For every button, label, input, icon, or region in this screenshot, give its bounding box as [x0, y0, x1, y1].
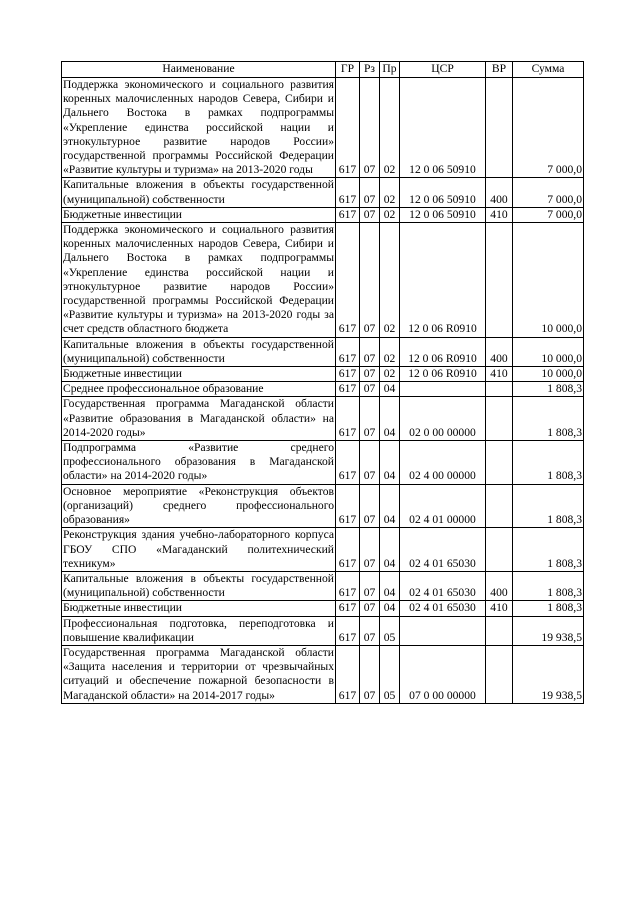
cell-vr: 410: [486, 207, 513, 222]
cell-rz: 07: [360, 337, 380, 366]
cell-name: Основное мероприятие «Реконструкция объектов (организаций) среднего профессионального образования»: [63, 484, 334, 527]
cell-rz: 07: [360, 601, 380, 616]
cell-csr: 02 4 01 65030: [400, 601, 486, 616]
cell-gr: 617: [336, 178, 360, 207]
cell-sum: 7 000,0: [513, 207, 584, 222]
cell-gr: 617: [336, 78, 360, 178]
cell-rz: 07: [360, 441, 380, 485]
header-gr: ГР: [336, 62, 360, 78]
table-row: [62, 207, 584, 222]
cell-vr: 410: [486, 367, 513, 382]
cell-name: Капитальные вложения в объекты государственной (муниципальной) собственности: [63, 571, 334, 600]
table-row: [62, 382, 584, 397]
cell-vr: [486, 382, 513, 397]
cell-rz: 07: [360, 528, 380, 572]
header-rz: Рз: [360, 62, 380, 78]
cell-name: Государственная программа Магаданской области «Развитие образования в Магаданской области» на 2014-2020 годы»: [63, 397, 334, 439]
budget-table: [61, 61, 584, 704]
cell-csr: 12 0 06 R0910: [400, 223, 486, 338]
cell-pr: 04: [380, 528, 400, 572]
table-row: [62, 367, 584, 382]
cell-rz: 07: [360, 382, 380, 397]
cell-sum: 10 000,0: [513, 223, 584, 338]
cell-gr: 617: [336, 223, 360, 338]
cell-csr: 12 0 06 50910: [400, 178, 486, 207]
cell-csr: 12 0 06 50910: [400, 207, 486, 222]
cell-vr: 410: [486, 601, 513, 616]
cell-sum: 7 000,0: [513, 178, 584, 207]
cell-name: Капитальные вложения в объекты государственной (муниципальной) собственности: [63, 337, 334, 365]
cell-pr: 04: [380, 441, 400, 485]
cell-pr: 04: [380, 601, 400, 616]
table-row: [62, 441, 584, 485]
cell-csr: 02 4 01 00000: [400, 484, 486, 528]
cell-vr: 400: [486, 178, 513, 207]
cell-pr: 04: [380, 397, 400, 441]
cell-gr: 617: [336, 601, 360, 616]
cell-sum: 7 000,0: [513, 78, 584, 178]
header-name: Наименование: [62, 62, 336, 78]
cell-vr: 400: [486, 571, 513, 600]
cell-rz: 07: [360, 397, 380, 441]
cell-name: Реконструкция здания учебно-лабораторного корпуса ГБОУ СПО «Магаданский политехнический техникум»: [63, 528, 334, 570]
cell-sum: 1 808,3: [513, 441, 584, 485]
cell-gr: 617: [336, 207, 360, 222]
cell-sum: 1 808,3: [513, 382, 584, 397]
table-row: [62, 78, 584, 178]
header-pr: Пр: [380, 62, 400, 78]
cell-vr: [486, 528, 513, 572]
table-row: [62, 645, 584, 703]
cell-sum: 1 808,3: [513, 397, 584, 441]
cell-rz: 07: [360, 367, 380, 382]
cell-vr: 400: [486, 337, 513, 366]
cell-pr: 02: [380, 178, 400, 207]
cell-pr: 02: [380, 337, 400, 366]
cell-name: Капитальные вложения в объекты государственной (муниципальной) собственности: [63, 178, 334, 206]
table-row: [62, 178, 584, 207]
cell-name: Среднее профессиональное образование: [62, 382, 336, 397]
cell-pr: 05: [380, 616, 400, 645]
cell-rz: 07: [360, 571, 380, 600]
cell-name: Поддержка экономического и социального развития коренных малочисленных народов Севера, Сибири и Дальнего Востока в рамках подпрограммы «Укрепление единства российской нации и этнокультурное развитие народов России» государственной программы Российской Федерации «Развитие культуры и туризма» на 2013-2020 годы: [63, 78, 334, 177]
cell-sum: 1 808,3: [513, 601, 584, 616]
cell-csr: 02 0 00 00000: [400, 397, 486, 441]
cell-gr: 617: [336, 616, 360, 645]
table-row: [62, 601, 584, 616]
cell-pr: 04: [380, 484, 400, 528]
cell-gr: 617: [336, 571, 360, 600]
cell-pr: 02: [380, 367, 400, 382]
table-row: [62, 337, 584, 366]
cell-csr: 07 0 00 00000: [400, 645, 486, 703]
cell-pr: 02: [380, 223, 400, 338]
cell-rz: 07: [360, 207, 380, 222]
cell-rz: 07: [360, 616, 380, 645]
cell-name: Бюджетные инвестиции: [62, 207, 336, 222]
cell-gr: 617: [336, 645, 360, 703]
header-vr: ВР: [486, 62, 513, 78]
cell-pr: 04: [380, 382, 400, 397]
cell-sum: 1 808,3: [513, 571, 584, 600]
cell-vr: [486, 397, 513, 441]
cell-csr: 12 0 06 50910: [400, 78, 486, 178]
cell-name: Профессиональная подготовка, переподготовка и повышение квалификации: [63, 616, 334, 644]
cell-pr: 02: [380, 78, 400, 178]
cell-gr: 617: [336, 337, 360, 366]
cell-gr: 617: [336, 367, 360, 382]
header-csr: ЦСР: [400, 62, 486, 78]
cell-sum: 1 808,3: [513, 528, 584, 572]
cell-gr: 617: [336, 528, 360, 572]
table-row: [62, 397, 584, 441]
cell-csr: 02 4 01 65030: [400, 571, 486, 600]
cell-vr: [486, 616, 513, 645]
cell-gr: 617: [336, 441, 360, 485]
cell-gr: 617: [336, 397, 360, 441]
cell-name: Подпрограмма «Развитие среднего профессионального образования в Магаданской области» на 2014-2020 годы»: [63, 441, 334, 483]
cell-pr: 05: [380, 645, 400, 703]
cell-name: Бюджетные инвестиции: [62, 367, 336, 382]
table-row: [62, 571, 584, 600]
cell-vr: [486, 645, 513, 703]
cell-vr: [486, 441, 513, 485]
cell-name: Поддержка экономического и социального развития коренных малочисленных народов Севера, Сибири и Дальнего Востока в рамках подпрограммы «Укрепление единства российской нации и этнокультурное развитие народов России» государственной программы Российской Федерации «Развитие культуры и туризма» на 2013-2020 годы за счет средств областного бюджета: [63, 223, 334, 336]
cell-rz: 07: [360, 78, 380, 178]
cell-sum: 19 938,5: [513, 645, 584, 703]
table-row: [62, 484, 584, 528]
cell-csr: 02 4 01 65030: [400, 528, 486, 572]
cell-name: Государственная программа Магаданской области «Защита населения и территории от чрезвычайных ситуаций и обеспечение пожарной безопасности в Магаданской области» на 2014-2017 годы»: [63, 645, 334, 702]
cell-rz: 07: [360, 645, 380, 703]
table-row: [62, 223, 584, 338]
cell-vr: [486, 223, 513, 338]
header-sum: Сумма: [513, 62, 584, 78]
cell-pr: 02: [380, 207, 400, 222]
cell-csr: [400, 616, 486, 645]
cell-rz: 07: [360, 178, 380, 207]
cell-pr: 04: [380, 571, 400, 600]
cell-name: Бюджетные инвестиции: [62, 601, 336, 616]
cell-sum: 10 000,0: [513, 367, 584, 382]
cell-sum: 1 808,3: [513, 484, 584, 528]
cell-sum: 19 938,5: [513, 616, 584, 645]
cell-gr: 617: [336, 382, 360, 397]
cell-gr: 617: [336, 484, 360, 528]
header-row: [62, 62, 584, 78]
cell-rz: 07: [360, 223, 380, 338]
cell-csr: [400, 382, 486, 397]
table-body: [62, 78, 584, 704]
cell-csr: 12 0 06 R0910: [400, 337, 486, 366]
cell-rz: 07: [360, 484, 380, 528]
cell-vr: [486, 484, 513, 528]
cell-sum: 10 000,0: [513, 337, 584, 366]
table-row: [62, 616, 584, 645]
cell-csr: 02 4 00 00000: [400, 441, 486, 485]
cell-csr: 12 0 06 R0910: [400, 367, 486, 382]
table-row: [62, 528, 584, 572]
cell-vr: [486, 78, 513, 178]
